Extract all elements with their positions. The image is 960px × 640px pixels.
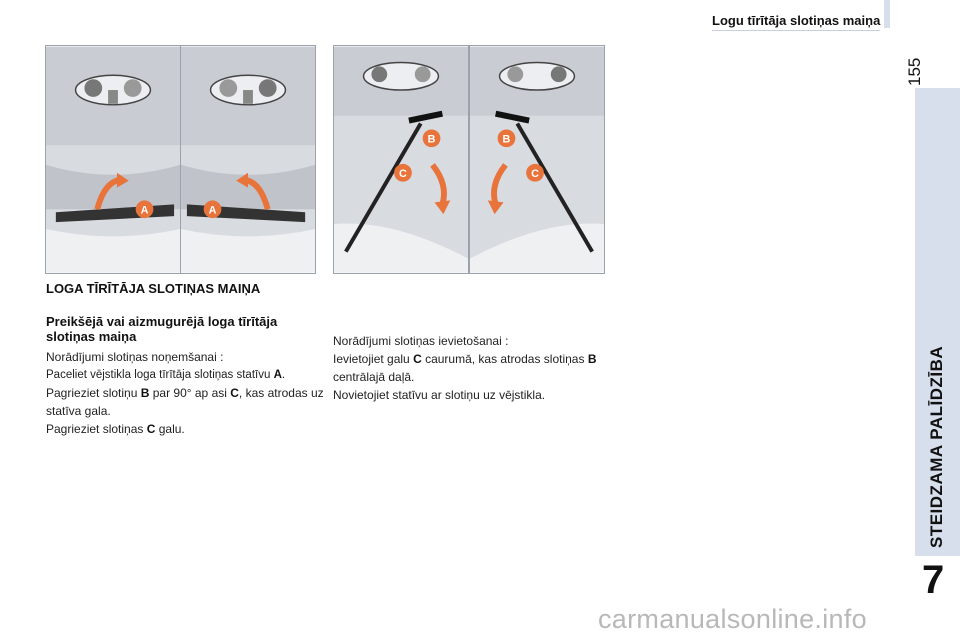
removal-step-3-ref: C — [146, 422, 156, 436]
figure-rotate-blade-right — [469, 45, 605, 274]
figure-rotate-blade-left-drawing — [334, 46, 468, 273]
removal-step-3-end: galu. — [155, 422, 185, 436]
figure-label-b-2: B — [502, 133, 511, 146]
install-step-1 — [333, 350, 623, 386]
figure-label-c-2: C — [531, 168, 539, 181]
removal-intro: Norādījumi slotiņas noņemšanai : — [46, 350, 224, 364]
section-title: LOGA TĪRĪTĀJA SLOTIŅAS MAIŅA — [46, 281, 261, 296]
page-number: 155 — [905, 57, 924, 86]
figure-lift-arm-right-drawing — [181, 46, 315, 273]
install-intro: Norādījumi slotiņas ievietošanai : — [333, 334, 509, 348]
removal-instructions — [46, 348, 336, 438]
removal-step-2-ref-c: C — [230, 386, 239, 400]
figure-label-a-2: A — [208, 204, 217, 217]
install-step-1-ref-c: C — [413, 352, 422, 366]
figure-rotate-blade-left — [333, 45, 469, 274]
removal-step-1-text: Paceliet vējstikla loga tīrītāja slotiņas statīvu — [46, 369, 274, 381]
watermark: carmanualsonline.info — [598, 604, 867, 634]
figure-lift-arm-left-drawing — [46, 46, 180, 273]
removal-step-2-mid: par 90° ap asi — [149, 386, 231, 400]
running-header: Logu tīrītāja slotiņas maiņa — [712, 13, 881, 28]
figure-lift-arm-right — [180, 45, 316, 274]
chapter-number: 7 — [922, 558, 945, 602]
chapter-title: STEIDZAMA PALĪDZĪBA — [927, 345, 946, 548]
removal-step-2 — [46, 384, 336, 420]
removal-step-2-ref-b: B — [140, 386, 150, 400]
figure-lift-arm-left — [45, 45, 181, 274]
install-step-1-text: Ievietojiet galu — [333, 352, 414, 366]
figure-label-a-1: A — [140, 204, 149, 217]
figure-rotate-blade-right-drawing — [470, 46, 604, 273]
figure-label-c-1: C — [399, 168, 407, 181]
removal-step-2-text: Pagrieziet slotiņu — [46, 386, 141, 400]
install-step-1-mid: caurumā, kas atrodas slotiņas — [421, 352, 588, 366]
header-accent-bar — [884, 0, 890, 28]
removal-step-2-end: , kas atrodas uz statīva gala. — [46, 386, 324, 418]
figure-label-b-1: B — [427, 133, 436, 146]
install-step-1-ref-b: B — [587, 352, 597, 366]
header-rule — [712, 30, 880, 31]
install-step-1-end: centrālajā daļā. — [333, 370, 415, 384]
install-instructions — [333, 332, 623, 404]
removal-step-1-end: . — [281, 369, 286, 381]
removal-step-1-ref: A — [273, 369, 282, 381]
removal-step-1 — [46, 366, 336, 384]
removal-step-3 — [46, 420, 336, 438]
section-subtitle: Preikšējā vai aizmugurējā loga tīrītāja slotiņas maiņa — [46, 314, 278, 344]
install-step-2: Novietojiet statīvu ar slotiņu uz vējstikla. — [333, 388, 546, 402]
removal-step-3-text: Pagrieziet slotiņas — [46, 422, 147, 436]
